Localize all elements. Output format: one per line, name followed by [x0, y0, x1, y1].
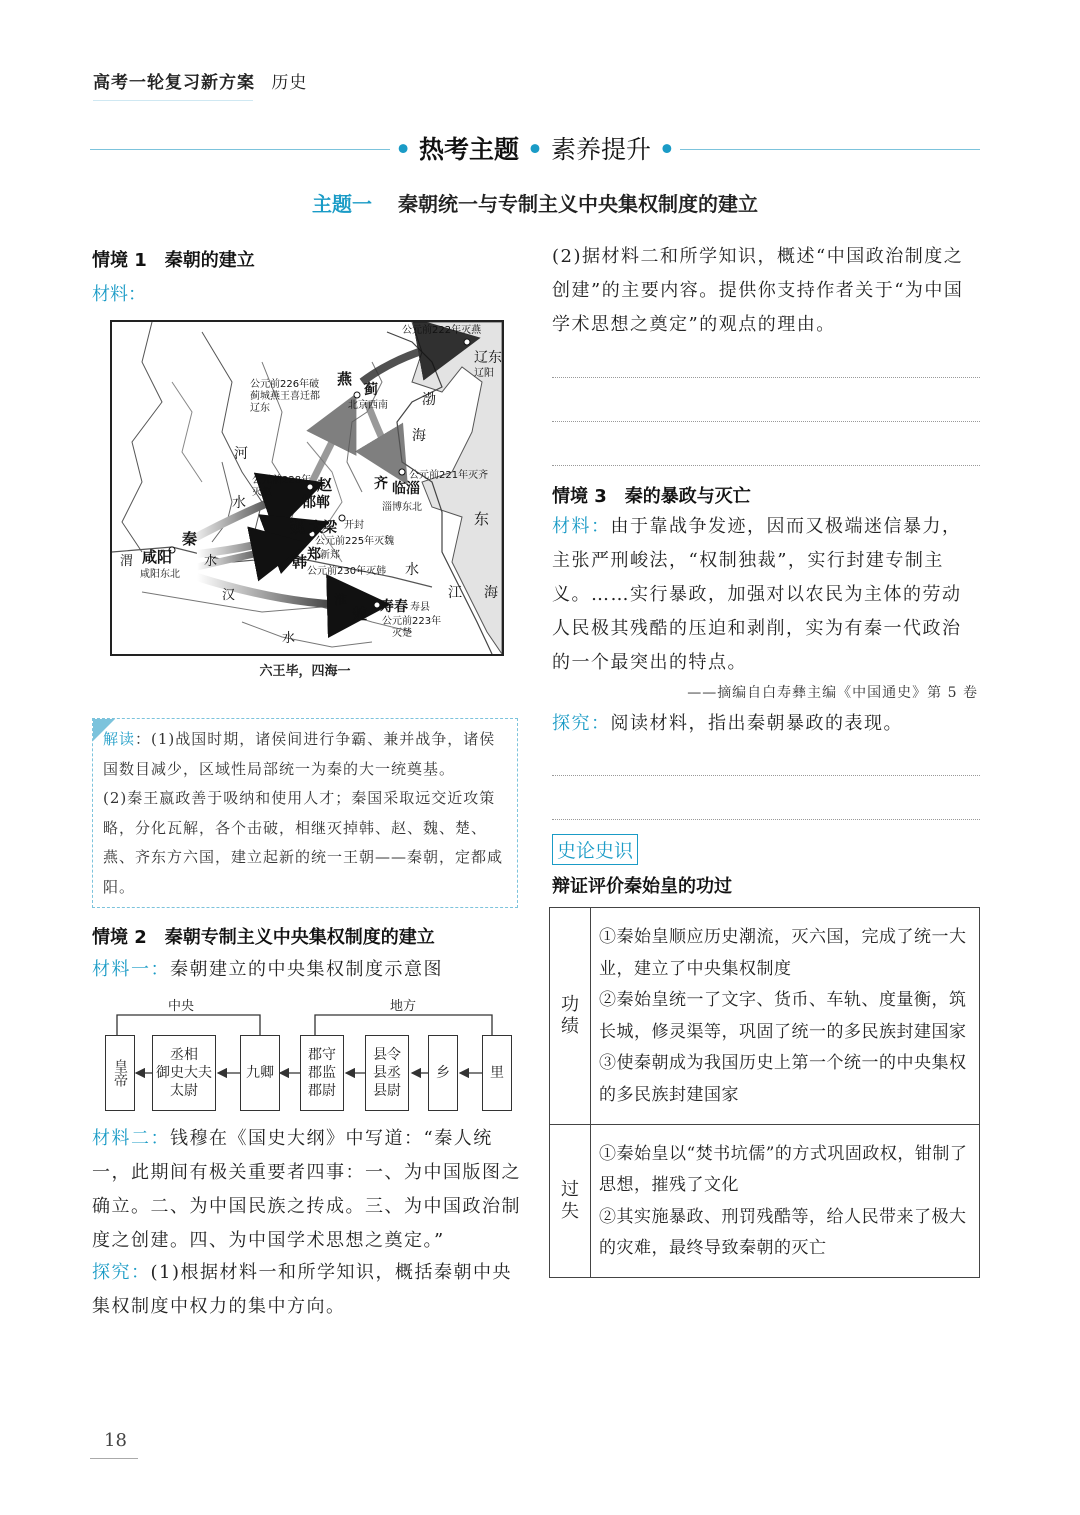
- material-2-text: 钱穆在《国史大纲》中写道：“秦人统一，此期间有极关重要者四事：一、为中国版图之确立。二、为中国民族之抟成。三、为中国政治制度之创建。四、为中国学术思想之奠定。”: [92, 1128, 521, 1251]
- map-label: 寿春: [380, 599, 408, 615]
- material-3-label: 材料：: [552, 516, 611, 537]
- banner-rule-right: [680, 149, 980, 150]
- inquiry-1: [92, 1256, 524, 1324]
- interpretation-text: [103, 725, 511, 902]
- faults-label-char: 失: [561, 1200, 579, 1222]
- theme-title: 秦朝统一与专制主义中央集权制度的建立: [398, 192, 758, 216]
- material-1-text: 秦朝建立的中央集权制度示意图: [170, 959, 443, 980]
- merits-label-char: 功: [561, 993, 579, 1015]
- qin-unification-map: [110, 320, 504, 656]
- map-label: 临淄: [392, 481, 420, 497]
- nine-ministers-box: 九卿: [240, 1035, 280, 1111]
- county-assistant: 县丞: [373, 1065, 401, 1081]
- three-ministers-box: [152, 1035, 216, 1111]
- map-label: 汉: [222, 588, 236, 603]
- answer-line: [552, 421, 980, 422]
- merit-item: ①秦始皇顺应历史潮流，灭六国，完成了统一大业，建立了中央集权制度: [599, 927, 967, 979]
- inquiry-1-text: (1)根据材料一和所学知识，概括秦朝中央集权制度中权力的集中方向。: [92, 1262, 512, 1317]
- running-header: [93, 68, 307, 93]
- merits-label-char: 绩: [561, 1015, 579, 1037]
- faults-label-char: 过: [561, 1178, 579, 1200]
- theme-label: 主题一: [312, 192, 372, 216]
- map-label: 公元前226年破: [250, 379, 320, 390]
- county-commandant: 县尉: [373, 1083, 401, 1099]
- map-label: 蓟城燕王喜迁都: [250, 391, 320, 402]
- map-svg: [112, 322, 502, 654]
- map-label: 淮: [334, 593, 348, 608]
- map-label: 水: [232, 495, 246, 511]
- inquiry-2-text: (2)据材料二和所学知识，概述“中国政治制度之创建”的主要内容。提供你支持作者关于“为中国学术思想之奠定”的观点的理由。: [552, 246, 964, 335]
- map-label: 燕: [337, 370, 353, 388]
- map-label: 公元前221年灭齐: [409, 470, 489, 481]
- material-1: [92, 953, 522, 987]
- interpretation-box: [92, 718, 518, 908]
- header-rule: [93, 100, 253, 101]
- merits-content-cell: [591, 908, 980, 1125]
- map-label: 公元前223年: [382, 616, 442, 627]
- answer-line: [552, 819, 980, 820]
- banner-dot-left: •: [395, 135, 412, 164]
- section-banner: [90, 130, 980, 170]
- commandery-box: [300, 1035, 344, 1111]
- interpretation-label: 解读: [103, 730, 136, 748]
- emperor-box: 皇帝: [105, 1035, 135, 1111]
- diagram-central-label: 中央: [168, 999, 195, 1014]
- map-label: 公元前228年: [252, 475, 312, 486]
- map-label: 赵: [317, 476, 333, 494]
- county-box: [365, 1035, 409, 1111]
- scenario-3-title: 情境 3 秦的暴政与灭亡: [552, 486, 751, 507]
- material-3-source: ——摘编自白寿彝主编《中国通史》第 5 卷: [687, 685, 978, 701]
- map-label: 水: [405, 562, 419, 578]
- map-label: 咸阳: [142, 548, 173, 566]
- fault-item: ①秦始皇以“焚书坑儒”的方式巩固政权，钳制了思想，摧残了文化: [599, 1143, 968, 1196]
- minister-commander: 太尉: [170, 1083, 198, 1099]
- map-label: 开封: [344, 520, 364, 531]
- central-system-diagram: [100, 993, 520, 1118]
- banner-text: [390, 130, 680, 166]
- minister-censor: 御史大夫: [156, 1065, 212, 1081]
- footer-rule: [90, 1458, 138, 1459]
- scenario-1-title: 情境 1 秦朝的建立: [92, 250, 255, 271]
- inquiry-1-label: 探究：: [92, 1262, 151, 1283]
- map-label: 韩: [292, 553, 308, 571]
- county-magistrate: 县令: [373, 1047, 401, 1063]
- interpretation-p2: (2)秦王嬴政善于吸纳和使用人才；秦国采取远交近攻策略，分化瓦解，各个击破，相继灭掉韩、赵、魏、楚、燕、齐东方六国，建立起新的统一王朝——秦朝，定都咸阳。: [103, 789, 504, 896]
- map-label: 灭赵: [252, 487, 272, 498]
- map-label: 渤: [422, 392, 436, 408]
- map-label: 辽阳: [474, 368, 494, 379]
- header-subject: 历史: [271, 73, 308, 93]
- material-1-label: 材料一：: [92, 959, 170, 980]
- map-label: 公元前230年灭韩: [307, 566, 387, 577]
- commandery-commandant: 郡尉: [308, 1083, 336, 1099]
- map-label: 公元前225年灭魏: [315, 536, 395, 547]
- map-label: 寿县: [410, 602, 430, 613]
- inquiry-3-label: 探究：: [552, 713, 611, 734]
- commandery-supervisor: 郡监: [308, 1065, 336, 1081]
- map-label: 辽东: [250, 403, 270, 414]
- answer-line: [552, 465, 980, 466]
- table-row-faults: [550, 1124, 980, 1277]
- map-label: 灭楚: [392, 628, 412, 639]
- diagram-local-label: 地方: [390, 999, 417, 1014]
- historical-insight-subtitle: 辩证评价秦始皇的功过: [552, 876, 732, 897]
- map-label: 秦: [182, 530, 198, 548]
- map-label: 郑: [307, 547, 321, 563]
- banner-hot: 热考主题: [419, 135, 520, 164]
- map-label: 渭: [120, 554, 134, 569]
- material-2: [92, 1122, 524, 1258]
- map-label: 河: [234, 446, 248, 462]
- minister-chancellor: 丞相: [170, 1047, 198, 1063]
- map-label: 海: [412, 428, 426, 444]
- scenario-1-material-label: 材料：: [92, 284, 146, 305]
- map-label: 公元前222年灭燕: [402, 325, 482, 336]
- merits-label-cell: [550, 908, 591, 1125]
- merit-item: ③使秦朝成为我国历史上第一个统一的中央集权的多民族封建国家: [599, 1053, 967, 1105]
- material-3: [552, 510, 980, 680]
- map-label: 江: [448, 585, 462, 601]
- map-label: 咸阳东北: [140, 569, 180, 580]
- map-label: 东: [474, 510, 490, 528]
- map-label: 海: [484, 585, 498, 601]
- answer-line: [552, 775, 980, 776]
- village-box: 里: [482, 1035, 512, 1111]
- banner-dot-right: •: [658, 135, 675, 164]
- faults-content-cell: [591, 1124, 980, 1277]
- historical-insight-tag: 史论史识: [552, 834, 638, 865]
- commandery-governor: 郡守: [308, 1047, 336, 1063]
- faults-label-cell: [550, 1124, 591, 1277]
- inquiry-3-text: 阅读材料，指出秦朝暴政的表现。: [610, 713, 903, 734]
- map-label: 辽东: [474, 350, 502, 366]
- merits-faults-table: [549, 907, 980, 1278]
- interpretation-p1: ：(1)战国时期，诸侯间进行争霸、兼并战争，诸侯国数目减少，区域性局部统一为秦的大一统奠基。: [103, 730, 496, 778]
- map-label: 淄博东北: [382, 502, 422, 513]
- map-label: 魏: [290, 518, 306, 536]
- table-row-merits: [550, 908, 980, 1125]
- map-label: 水: [204, 554, 218, 569]
- banner-sub: 素养提升: [550, 135, 651, 164]
- map-label: 大梁: [309, 520, 337, 536]
- header-book-title: 高考一轮复习新方案: [93, 73, 255, 93]
- material-3-text: 由于靠战争发迹，因而又极端迷信暴力，主张严刑峻法，“权制独裁”，实行封建专制主义。……实行暴政，加强对以农民为主体的劳动人民极其残酷的压迫和剥削，实为有秦一代政治的一个最突出的特点。: [552, 516, 962, 673]
- banner-dot-mid: •: [527, 135, 543, 164]
- answer-line: [552, 377, 980, 378]
- map-label: 邯郸: [302, 495, 330, 511]
- map-label: 水: [282, 631, 296, 646]
- merit-item: ②秦始皇统一了文字、货币、车轨、度量衡，筑长城，修灵渠等，巩固了统一的多民族封建国家: [599, 990, 967, 1042]
- banner-rule-left: [90, 149, 390, 150]
- map-label: 新郑: [320, 550, 340, 561]
- page-number: 18: [104, 1430, 127, 1451]
- theme-heading: [90, 188, 980, 217]
- material-2-label: 材料二：: [92, 1128, 170, 1149]
- map-label: 蓟: [364, 382, 378, 398]
- map-label: 北京西南: [348, 400, 388, 411]
- scenario-2-title: 情境 2 秦朝专制主义中央集权制度的建立: [92, 927, 435, 948]
- township-box: 乡: [428, 1035, 458, 1111]
- map-label: 楚: [352, 605, 368, 623]
- inquiry-3: [552, 707, 980, 741]
- map-label: 齐: [374, 476, 388, 492]
- map-caption: 六王毕，四海一: [259, 664, 351, 679]
- fault-item: ②其实施暴政、刑罚残酷等，给人民带来了极大的灾难，最终导致秦朝的灭亡: [599, 1206, 967, 1259]
